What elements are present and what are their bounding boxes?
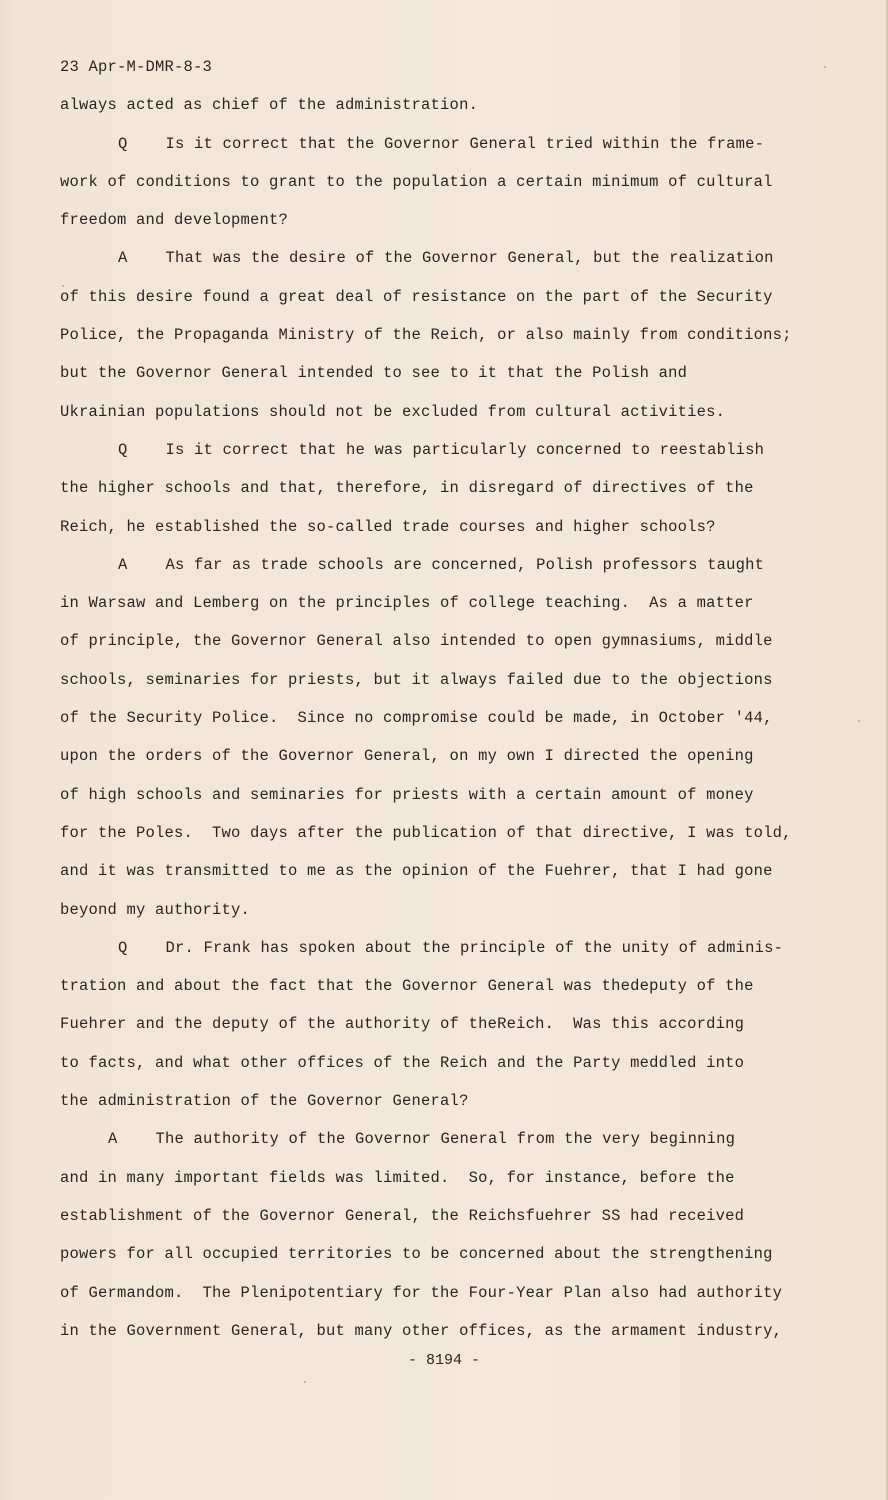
answer-line: A That was the desire of the Governor General, but the realization — [118, 249, 774, 268]
text-line: always acted as chief of the administration. — [60, 96, 479, 115]
paper-speck — [304, 1381, 306, 1383]
text-line: of high schools and seminaries for priests with a certain amount of money — [60, 785, 754, 804]
text-line: of Germandom. The Plenipotentiary for the Four-Year Plan also had authority — [60, 1283, 783, 1302]
text-line: upon the orders of the Governor General, on my own I directed the opening — [60, 747, 754, 766]
text-line: for the Poles. Two days after the publication of that directive, I was told, — [60, 823, 792, 842]
page-number: - 8194 - — [407, 1352, 480, 1369]
text-line: the higher schools and that, therefore, in disregard of directives of the — [60, 479, 754, 498]
text-line: Ukrainian populations should not be excluded from cultural activities. — [60, 402, 726, 421]
text-line: schools, seminaries for priests, but it always failed due to the objections — [60, 670, 773, 689]
text-line: of principle, the Governor General also intended to open gymnasiums, middle — [60, 632, 773, 651]
question-line: Q Is it correct that he was particularly concerned to reestablish — [118, 440, 765, 459]
text-line: the administration of the Governor General? — [60, 1092, 469, 1111]
text-line: powers for all occupied territories to be concerned about the strengthening — [60, 1245, 773, 1264]
text-line: and it was transmitted to me as the opinion of the Fuehrer, that I had gone — [60, 862, 773, 881]
text-line: freedom and development? — [60, 211, 289, 230]
text-line: of the Security Police. Since no compromise could be made, in October '44, — [60, 709, 773, 728]
text-line: Fuehrer and the deputy of the authority of theReich. Was this according — [60, 1015, 745, 1034]
text-line: Police, the Propaganda Ministry of the Reich, or also mainly from conditions; — [60, 326, 792, 345]
text-line: beyond my authority. — [60, 900, 251, 919]
paper-speck — [824, 66, 826, 68]
answer-line: A As far as trade schools are concerned, Polish professors taught — [118, 555, 765, 574]
text-line: in Warsaw and Lemberg on the principles of college teaching. As a matter — [60, 594, 754, 613]
text-line: but the Governor General intended to see to it that the Polish and — [60, 364, 688, 383]
question-line: Q Is it correct that the Governor General tried within the frame- — [118, 134, 765, 153]
paper-speck — [62, 285, 64, 287]
text-line: to facts, and what other offices of the Reich and the Party meddled into — [60, 1053, 745, 1072]
answer-line: A The authority of the Governor General from the very beginning — [108, 1130, 736, 1149]
transcript-body — [60, 48, 800, 1350]
text-line: establishment of the Governor General, the Reichsfuehrer SS had received — [60, 1206, 745, 1225]
paper-speck — [858, 720, 860, 722]
page-reference: 23 Apr-M-DMR-8-3 — [60, 58, 213, 76]
text-line: and in many important fields was limited. So, for instance, before the — [60, 1168, 735, 1187]
text-line: in the Government General, but many other offices, as the armament industry, — [60, 1321, 783, 1340]
text-line: tration and about the fact that the Governor General was thedeputy of the — [60, 977, 754, 996]
question-line: Q Dr. Frank has spoken about the principle of the unity of adminis- — [118, 938, 784, 957]
text-line: work of conditions to grant to the population a certain minimum of cultural — [60, 172, 773, 191]
text-line: of this desire found a great deal of resistance on the part of the Security — [60, 287, 773, 306]
text-line: Reich, he established the so-called trade courses and higher schools? — [60, 517, 716, 536]
